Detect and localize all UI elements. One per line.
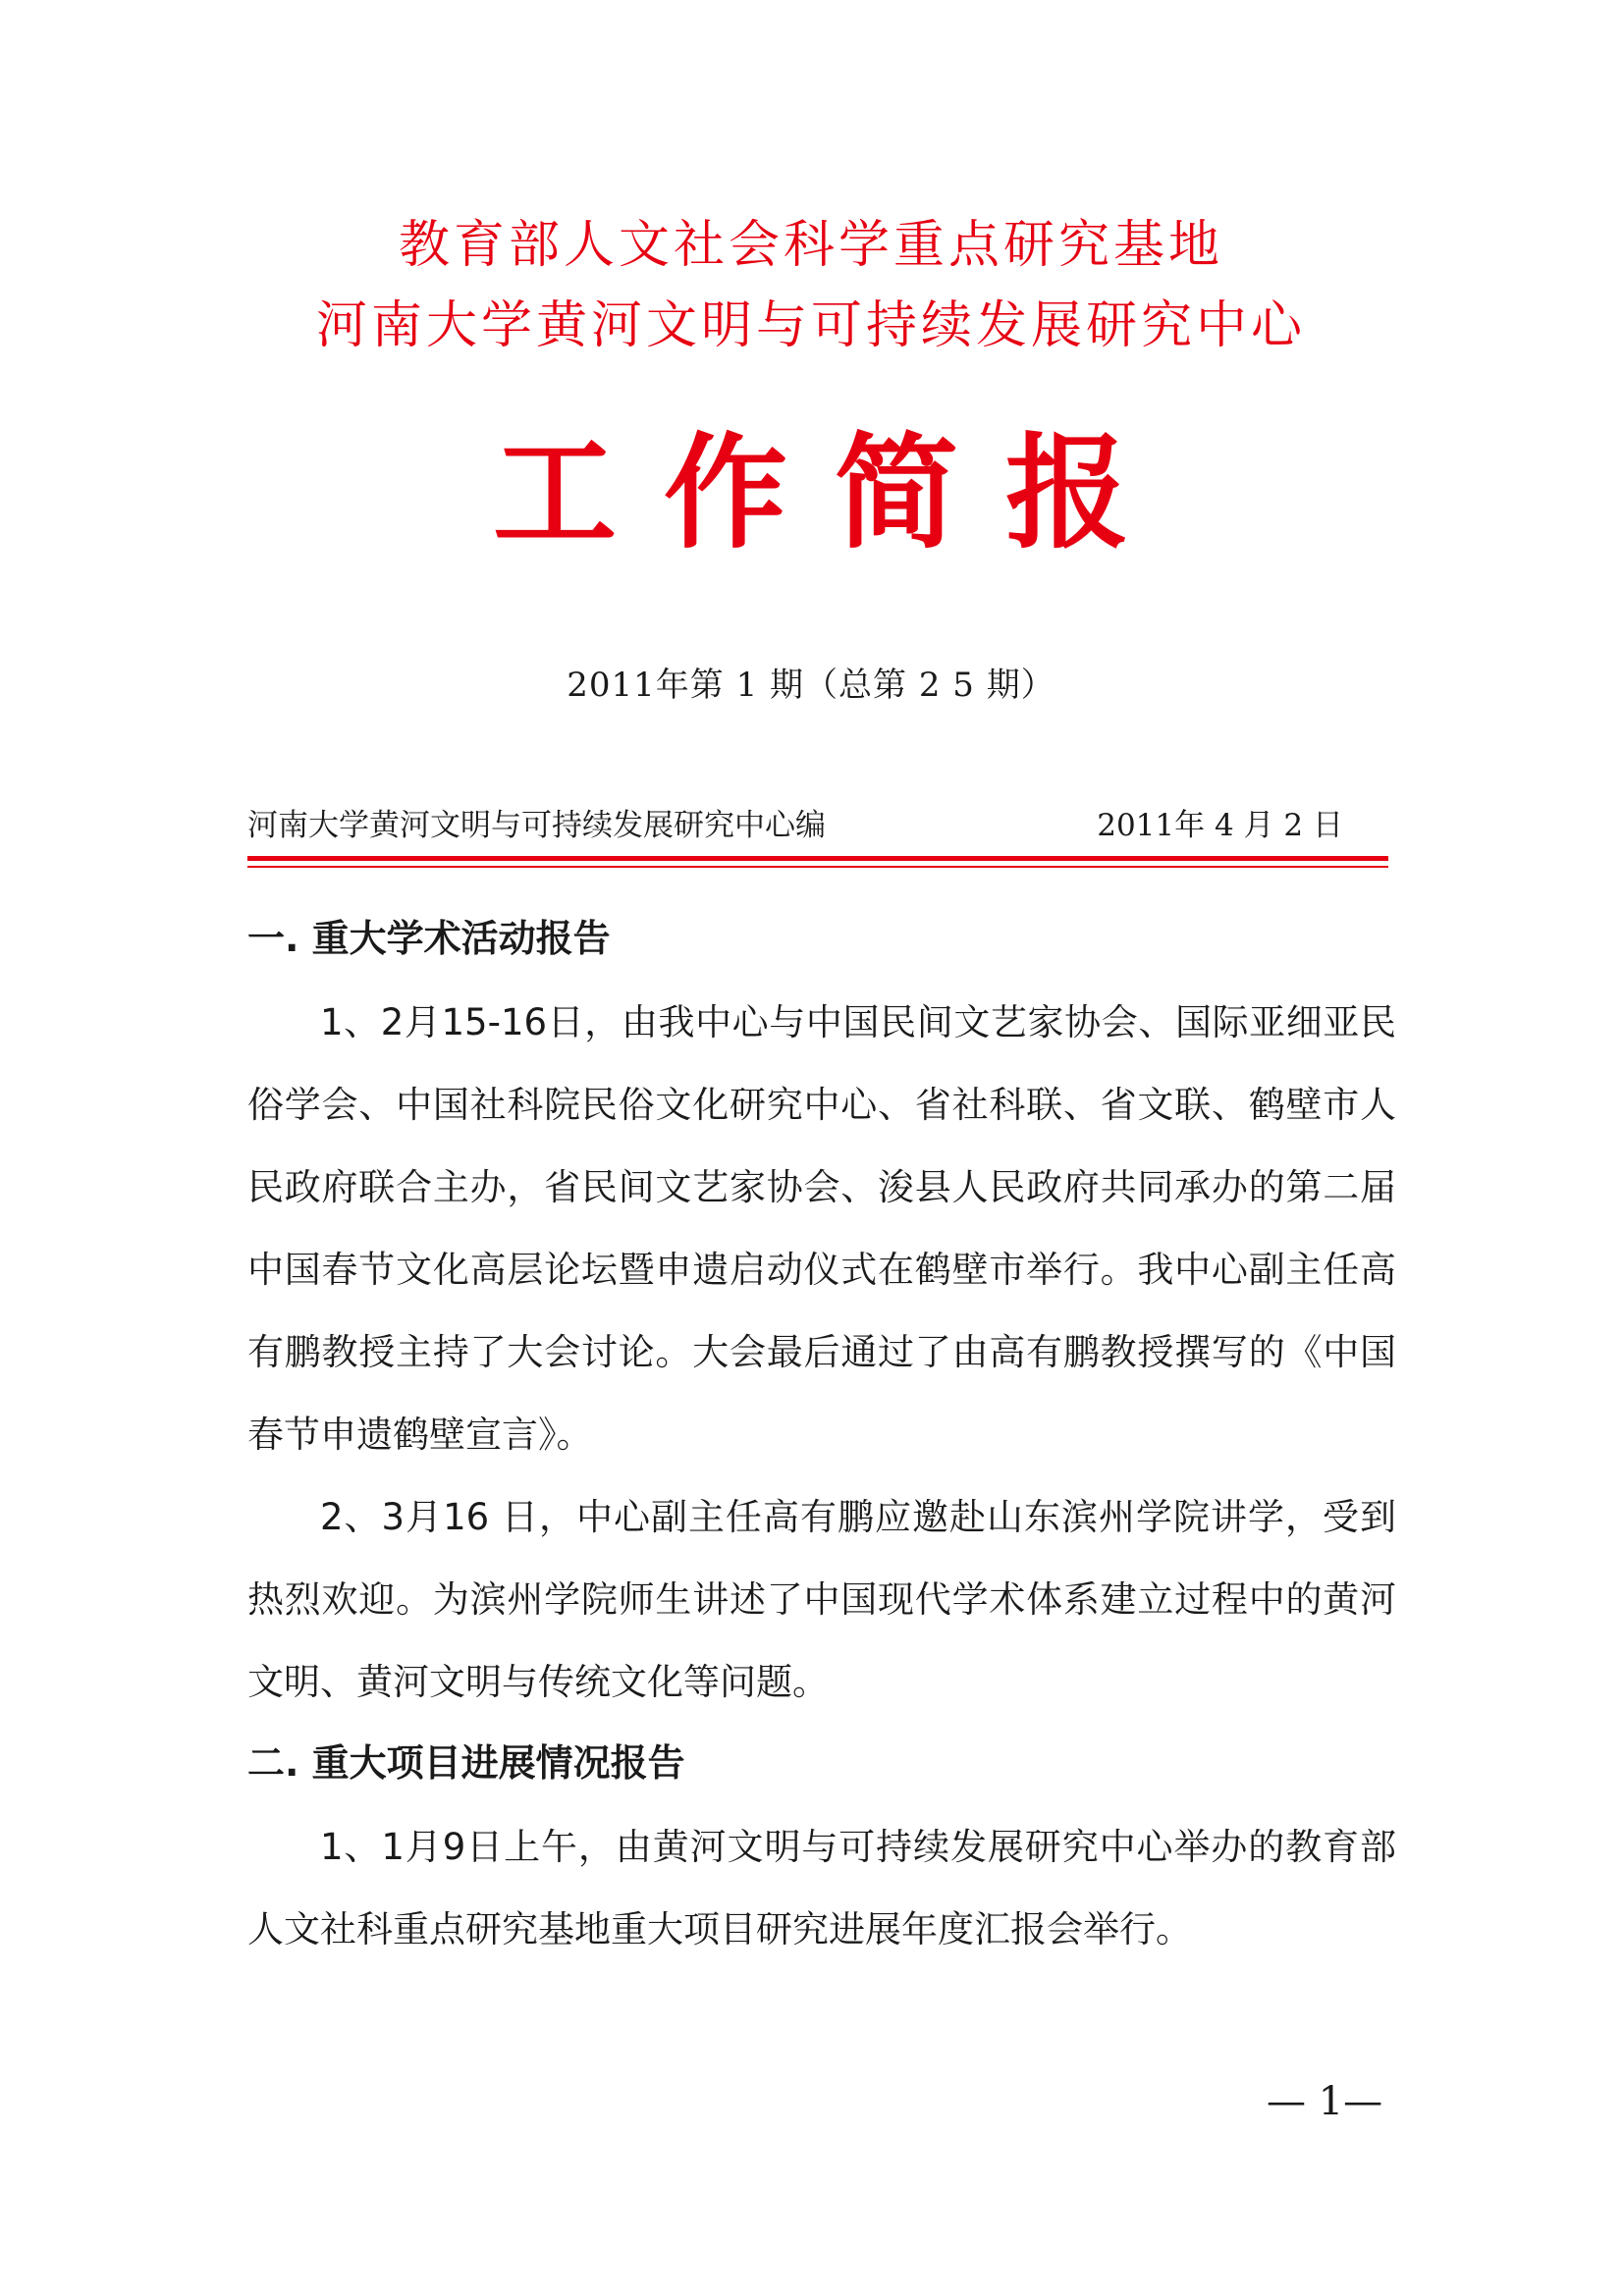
paragraph-spring-festival-forum: 1、2月15-16日，由我中心与中国民间文艺家协会、国际亚细亚民俗学会、中国社科院民俗文化研究中心、省社科联、省文联、鹤壁市人民政府联合主办，省民间文艺家协会、浚县人民政府共同承办的第二届中国春节文化高层论坛暨申遗启动仪式在鹤壁市举行。我中心副主任高有鹏教授主持了大会讨论。大会最后通过了由高有鹏教授撰写的《中国春节申遗鹤壁宣言》。 — [247, 1001, 1396, 1456]
editor-label: 河南大学黄河文明与可持续发展研究中心编 — [247, 808, 826, 843]
section-heading-major-projects: 二. 重大项目进展情况报告 — [247, 1741, 685, 1785]
section-heading-academic-activities: 一. 重大学术活动报告 — [247, 917, 611, 960]
red-divider-thin — [247, 866, 1388, 868]
paragraph-project-report-meeting: 1、1月9日上午，由黄河文明与可持续发展研究中心举办的教育部人文社科重点研究基地重大项目研究进展年度汇报会举行。 — [247, 1826, 1396, 1950]
paragraph-binzhou-lecture: 2、3月16 日，中心副主任高有鹏应邀赴山东滨州学院讲学，受到热烈欢迎。为滨州学院师生讲述了中国现代学术体系建立过程中的黄河文明、黄河文明与传统文化等问题。 — [247, 1496, 1396, 1703]
masthead-center-line: 河南大学黄河文明与可持续发展研究中心 — [315, 296, 1306, 355]
issue-number: 2011年第 1 期（总第 2 5 期） — [567, 666, 1055, 705]
bulletin-title: 工作简报 — [493, 421, 1176, 565]
red-divider-thick — [247, 856, 1388, 861]
publish-date: 2011年 4 月 2 日 — [1097, 808, 1343, 843]
page-number: — 1— — [1267, 2079, 1383, 2124]
masthead-institution-line: 教育部人文社会科学重点研究基地 — [398, 216, 1223, 275]
